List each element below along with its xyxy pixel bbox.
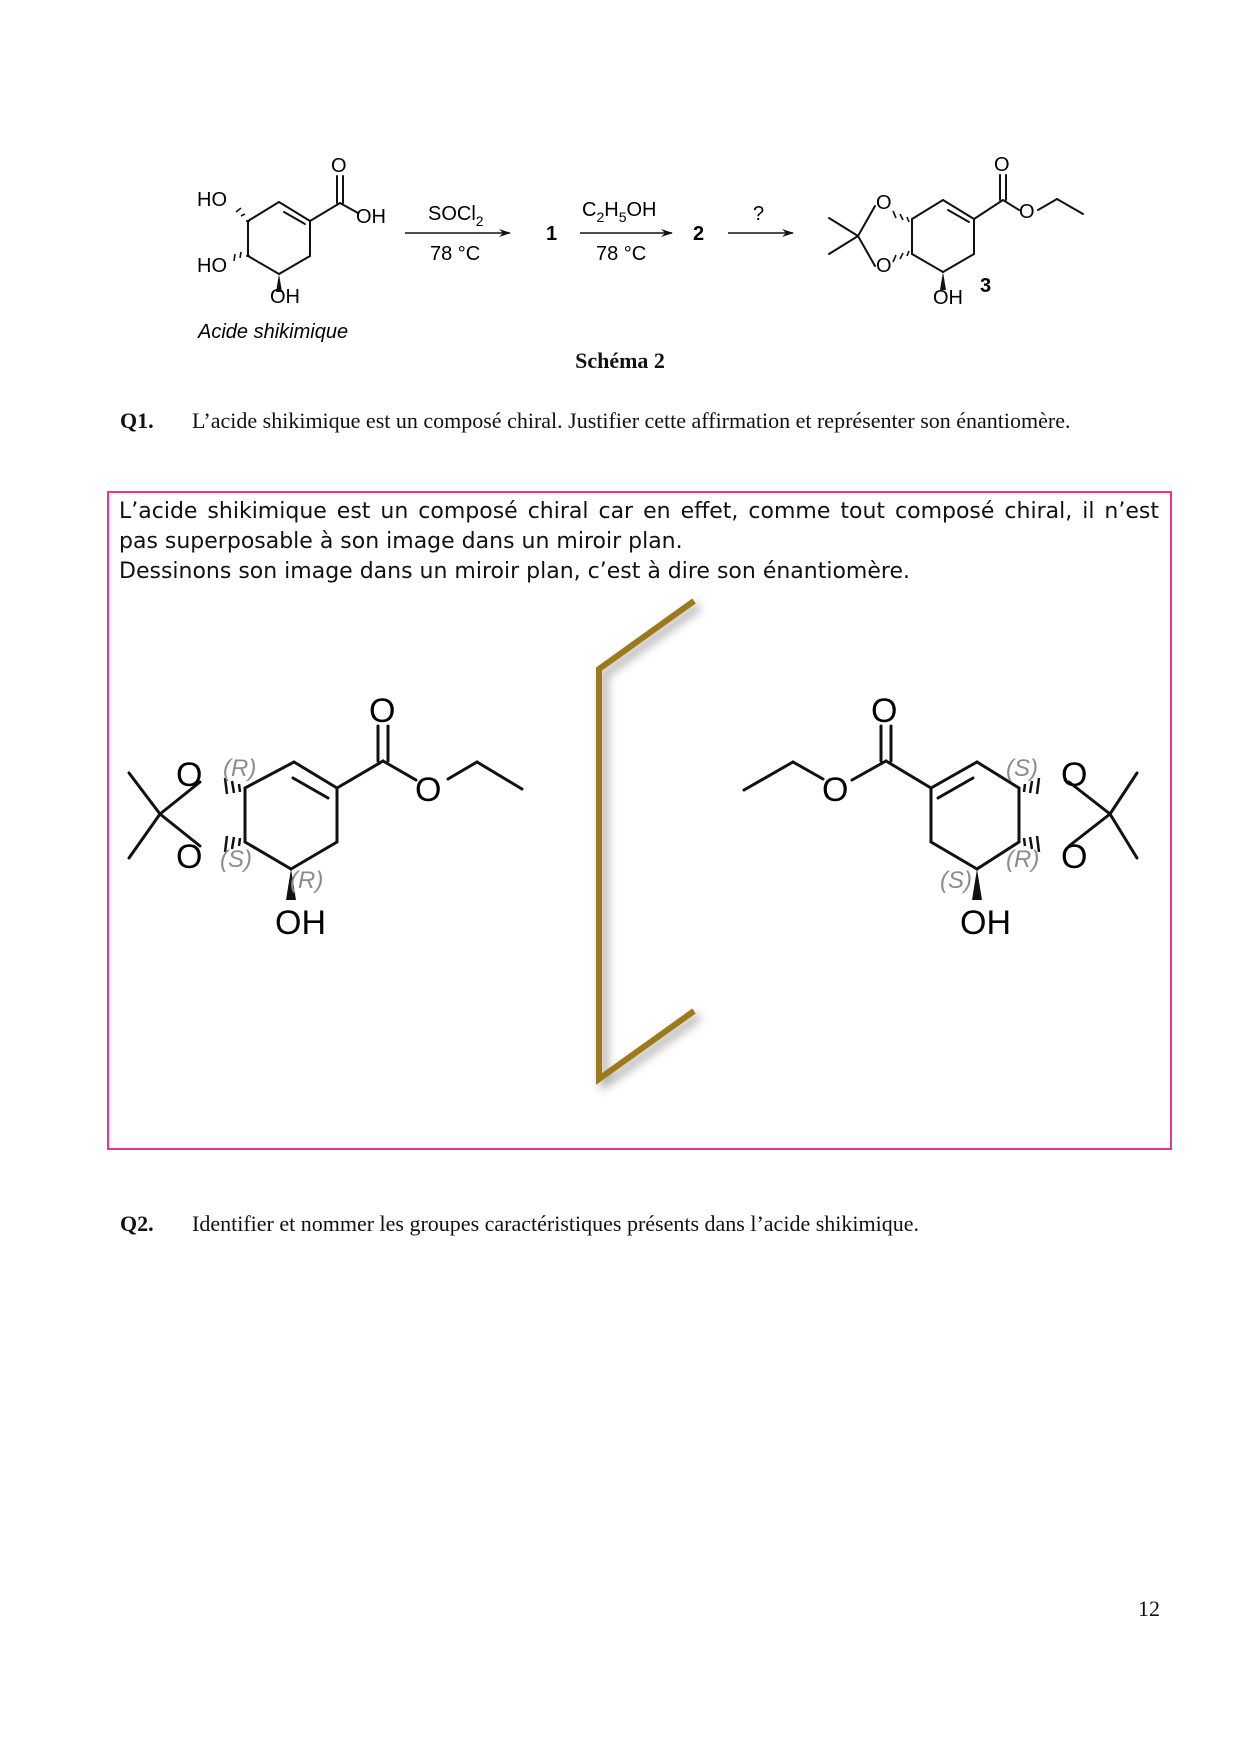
mirror-plane — [599, 601, 694, 1079]
product-3-hashed-bonds — [893, 211, 909, 262]
left-descriptor-oh: (R) — [290, 867, 324, 894]
product-2-label: 2 — [693, 223, 705, 245]
atom-ho-mid: HO — [197, 255, 227, 277]
left-descriptor-top: (R) — [223, 755, 257, 782]
question-1-label: Q1. — [120, 408, 154, 433]
scheme-caption: Schéma 2 — [575, 348, 665, 373]
step3-reagent: ? — [753, 203, 765, 225]
atom-ho-top: HO — [197, 189, 227, 211]
atom-oh-bottom: OH — [270, 286, 300, 308]
atom-o-carbonyl: O — [331, 155, 347, 177]
right-descriptor-oh: (S) — [940, 867, 972, 894]
right-hashed-bonds — [1024, 778, 1039, 852]
left-o-ester: O — [415, 771, 442, 809]
shikimic-acid-structure — [248, 176, 358, 274]
right-descriptor-top: (S) — [1006, 755, 1038, 782]
left-hashed-bonds — [225, 778, 240, 852]
right-oh: OH — [960, 904, 1011, 942]
question-1-text: L’acide shikimique est un composé chiral. Justifier cette affirmation et représenter son énantiomère. — [192, 408, 1071, 433]
hashed-bond-top — [236, 208, 250, 221]
right-o-top: O — [1061, 756, 1088, 794]
right-wedge — [972, 869, 982, 900]
right-descriptor-mid: (R) — [1006, 846, 1040, 873]
right-o-bottom: O — [1061, 838, 1088, 876]
question-2 — [120, 1209, 1168, 1239]
product-3-o-top: O — [876, 192, 892, 214]
left-o-carbonyl: O — [369, 692, 396, 730]
question-2-text: Identifier et nommer les groupes caractéristiques présents dans l’acide shikimique. — [192, 1211, 919, 1236]
step2-reagent: $C_2H_5OH$ — [582, 199, 657, 225]
product-3-structure — [829, 175, 1083, 272]
left-descriptor-mid: (S) — [220, 846, 252, 873]
step2-condition: 78 °C — [596, 243, 647, 265]
question-1 — [120, 406, 1168, 436]
answer-text — [119, 497, 1159, 587]
right-o-carbonyl: O — [871, 692, 898, 730]
question-2-label: Q2. — [120, 1211, 154, 1236]
product-3-label: 3 — [980, 275, 992, 297]
product-1-label: 1 — [546, 223, 558, 245]
left-o-bottom: O — [176, 838, 203, 876]
left-o-top: O — [176, 756, 203, 794]
atom-oh-acid: OH — [356, 206, 386, 228]
left-oh: OH — [275, 904, 326, 942]
answer-line-2: Dessinons son image dans un miroir plan, c’est à dire son énantiomère. — [119, 559, 910, 584]
reactant-name: Acide shikimique — [198, 321, 349, 343]
product-3-oh: OH — [933, 287, 963, 309]
product-3-o-bottom: O — [876, 255, 892, 277]
right-o-ester: O — [822, 771, 849, 809]
step1-reagent: SOCl$_2$ — [428, 203, 484, 229]
product-3-o-ester: O — [1019, 201, 1035, 223]
enantiomer-drawing — [0, 580, 1240, 1120]
product-3-o-carbonyl: O — [994, 154, 1010, 176]
scheme-2-reaction — [0, 0, 1240, 360]
step1-condition: 78 °C — [430, 243, 481, 265]
answer-line-1: L’acide shikimique est un composé chiral car en effet, comme tout composé chiral, il n’est pas superposable à son image dans un miroir plan. — [119, 499, 1159, 554]
page-number: 12 — [1138, 1596, 1160, 1621]
